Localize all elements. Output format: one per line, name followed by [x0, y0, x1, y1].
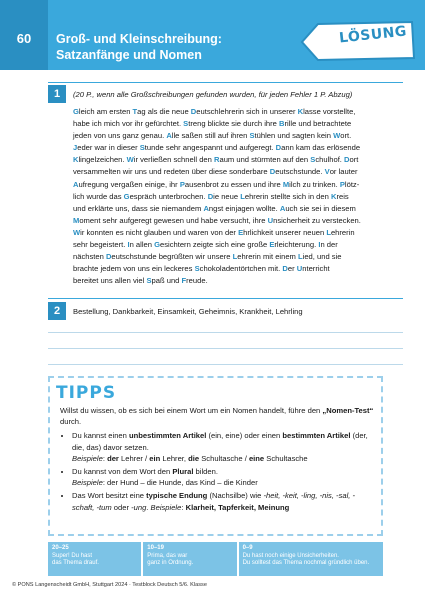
answer-line — [48, 332, 403, 333]
capital-letter: K — [73, 155, 79, 165]
text-segment: und erklärte uns, dass sie niemandem — [73, 203, 204, 213]
capital-letter: S — [146, 276, 152, 286]
text-segment: hrlichkeit unserer neuen — [243, 227, 327, 237]
score-cell-low: 0–9 Du hast noch einige Unsicherheiten. Du solltest das Thema nochmal gründlich üben. — [239, 542, 383, 576]
text-segment: tühlen und sagten kein — [254, 131, 334, 141]
task1-text-line — [73, 118, 403, 130]
capital-letter: I — [127, 240, 130, 250]
capital-letter: U — [267, 215, 274, 225]
capital-letter: D — [344, 155, 350, 165]
text-segment: reis — [336, 191, 349, 201]
capital-letter: S — [183, 119, 189, 129]
text-segment: lich wurde das — [73, 191, 124, 201]
text-segment: ir konnten es nicht glauben und waren von der — [80, 227, 239, 237]
capital-letter: L — [240, 191, 245, 201]
capital-letter: K — [297, 107, 304, 116]
text-segment: ausenbrot zu essen und ihre — [184, 179, 283, 189]
score-range: 0–9 — [242, 545, 253, 551]
text-segment: eder war in dieser — [77, 143, 140, 153]
text-segment: ilch zu trinken. — [289, 179, 340, 189]
text-segment: jeden von uns ganz genau. — [73, 131, 167, 141]
score-cell-mid: 10–19 Prima, das war ganz in Ordnung. — [143, 542, 236, 576]
capital-letter: D — [105, 252, 112, 262]
capital-letter: D — [275, 143, 282, 153]
capital-letter: A — [279, 203, 286, 213]
task1-divider — [48, 82, 403, 83]
capital-letter: D — [207, 191, 214, 201]
text-segment: rille und betrachtete — [284, 119, 352, 129]
task1-text-line — [73, 166, 403, 178]
text-segment: esichtern zeigte sich eine große — [160, 240, 270, 250]
answer-line — [48, 348, 403, 349]
text-segment: brachte jedem von uns ein leckeres — [73, 264, 195, 274]
task2-answer: Bestellung, Dankbarkeit, Einsamkeit, Geheimnis, Krankheit, Lehrling — [73, 307, 303, 316]
task1-text-line — [73, 275, 403, 287]
text-segment: lötz- — [344, 179, 360, 189]
text-segment: lle saßen still auf ihren — [171, 131, 250, 141]
capital-letter: J — [73, 143, 78, 153]
task1-text-line — [73, 203, 403, 215]
text-segment: bereitet uns allen viel — [73, 276, 147, 286]
capital-letter: U — [296, 264, 303, 274]
capital-letter: G — [154, 240, 160, 250]
text-segment: chokoladentörtchen mit. — [199, 264, 283, 274]
text-segment: reude. — [186, 276, 208, 286]
capital-letter: I — [318, 240, 321, 250]
text-segment: eutschlehrerin sich in unserer — [196, 107, 298, 116]
capital-letter: G — [73, 107, 79, 116]
text-segment: versammelten wir uns und redeten über diese sonderbare — [73, 167, 270, 177]
capital-letter: S — [310, 155, 316, 165]
capital-letter: E — [269, 240, 275, 250]
text-segment: ag als die neue — [137, 107, 191, 116]
text-segment: leich am ersten — [78, 107, 133, 116]
capital-letter: S — [194, 264, 200, 274]
task2-divider — [48, 298, 403, 299]
text-segment: or lauter — [329, 167, 358, 177]
capital-letter: L — [298, 252, 303, 262]
text-segment: treng blickte sie durch ihre — [188, 119, 279, 129]
text-segment: ann kam das erlösende — [281, 143, 361, 153]
text-segment: oment sehr aufgeregt gewesen und habe versucht, ihre — [79, 215, 268, 225]
tips-bullet-plural: • Du kannst von dem Wort den Plural bilden. Beispiele: der Hund – die Hunde, das Kind – die Kinder — [72, 466, 376, 488]
capital-letter: T — [132, 107, 138, 116]
capital-letter: A — [166, 131, 172, 141]
text-segment: uch sie sei in diesem — [285, 203, 356, 213]
capital-letter: M — [73, 215, 80, 225]
tips-bullet-ending: • Das Wort besitzt eine typische Endung (Nachsilbe) wie -heit, -keit, -ling, -nis, -sal, -schaft, -tum oder -ung. Beispiele: Klarheit, Tapferkeit, Meinung — [72, 490, 376, 512]
task1-text-line — [73, 179, 403, 191]
capital-letter: B — [279, 119, 285, 129]
capital-letter: G — [123, 191, 130, 201]
text-segment: tunde sehr angespannt und aufgeregt. — [144, 143, 276, 153]
score-bar — [48, 542, 383, 576]
capital-letter: D — [190, 107, 197, 116]
capital-letter: M — [282, 179, 290, 189]
capital-letter: V — [324, 167, 330, 177]
text-segment: nächsten — [73, 252, 106, 262]
capital-letter: D — [269, 167, 276, 177]
capital-letter: W — [126, 155, 134, 165]
tips-body — [60, 405, 376, 515]
task1-text — [73, 106, 403, 287]
task2-number: 2 — [48, 302, 66, 320]
capital-letter: E — [238, 227, 244, 237]
task1-text-line — [73, 251, 403, 263]
text-segment: lasse vorstellte, — [303, 107, 356, 116]
capital-letter: D — [282, 264, 288, 274]
page-title — [56, 31, 222, 63]
text-segment: n der — [320, 240, 338, 250]
text-segment: espräch unterbrochen. — [129, 191, 208, 201]
task1-instruction: (20 P., wenn alle Großschreibungen gefunden wurden, für jeden Fehler 1 P. Abzug) — [73, 90, 353, 99]
task1-text-line — [73, 191, 403, 203]
text-segment: eutschstunde. — [275, 167, 325, 177]
capital-letter: P — [179, 179, 185, 189]
capital-letter: S — [139, 143, 145, 153]
text-segment: er — [287, 264, 297, 274]
task1-text-line — [73, 263, 403, 275]
task1-text-line — [73, 227, 403, 239]
text-segment: ehrerin mit einem — [237, 252, 298, 262]
text-segment: paß und — [151, 276, 182, 286]
task1-text-line — [73, 130, 403, 142]
text-segment: ehrerin — [330, 227, 355, 237]
score-cell-high: 20–25 Super! Du hast das Thema drauf. — [48, 542, 141, 576]
text-segment: nterricht — [302, 264, 330, 274]
text-segment: aum und stürmten auf den — [219, 155, 311, 165]
tips-intro: Willst du wissen, ob es sich bei einem Wort um ein Nomen handelt, führe den „Nomen-Test“ durch. — [60, 406, 374, 427]
text-segment: ir verließen schnell den — [133, 155, 214, 165]
text-segment: ort — [349, 155, 359, 165]
task1-text-line — [73, 106, 403, 118]
capital-letter: W — [73, 227, 81, 237]
tips-bullet-article: • Du kannst einen unbestimmten Artikel (ein, eine) oder einen bestimmten Artikel (der, die, das) davor setzen. Beispiele: der Lehrer / ein Lehrer, die Schultasche / eine Schultasche — [72, 430, 376, 464]
capital-letter: L — [326, 227, 331, 237]
page-number-box — [0, 0, 48, 70]
capital-letter: W — [333, 131, 341, 141]
page-title-line1: Groß- und Kleinschreibung: — [56, 32, 222, 46]
task1-text-line — [73, 239, 403, 251]
capital-letter: A — [203, 203, 209, 213]
text-segment: chulhof. — [315, 155, 345, 165]
page-title-line2: Satzanfänge und Nomen — [56, 48, 202, 62]
capital-letter: L — [232, 252, 238, 262]
text-segment: habe ich mich vor ihr gefürchtet. — [73, 119, 184, 129]
text-segment: ufregung vergaßen einige, ihr — [78, 179, 180, 189]
text-segment: ehrerin stellte sich in den — [244, 191, 331, 201]
task1-text-line — [73, 142, 403, 154]
text-segment: ort. — [340, 131, 352, 141]
text-segment: lingelzeichen. — [78, 155, 127, 165]
capital-letter: F — [181, 276, 187, 286]
text-segment: sehr begeistert. — [73, 240, 128, 250]
capital-letter: S — [249, 131, 255, 141]
task1-text-line — [73, 154, 403, 166]
footer-copyright: © PONS Langenscheidt GmbH, Stuttgart 2024 · Testblock Deutsch 5/6. Klasse — [12, 582, 207, 588]
task1-text-line — [73, 215, 403, 227]
text-segment: ie neue — [213, 191, 241, 201]
tips-title: TIPPS — [56, 383, 117, 403]
capital-letter: R — [213, 155, 220, 165]
text-segment: ngst einjagen wollte. — [208, 203, 280, 213]
task1-number: 1 — [48, 85, 66, 103]
capital-letter: A — [73, 179, 79, 189]
text-segment: ied, und sie — [302, 252, 342, 262]
text-segment: eutschstunde begrüßten wir unsere — [111, 252, 233, 262]
solution-badge: LÖSUNG — [338, 23, 408, 47]
text-segment: rleichterung. — [274, 240, 319, 250]
text-segment: nsicherheit zu verstecken. — [273, 215, 361, 225]
capital-letter: P — [339, 179, 345, 189]
page-number: 60 — [16, 31, 32, 46]
score-range: 10–19 — [147, 545, 164, 551]
capital-letter: K — [330, 191, 337, 201]
answer-line — [48, 364, 403, 365]
score-range: 20–25 — [52, 545, 69, 551]
text-segment: n allen — [129, 240, 155, 250]
